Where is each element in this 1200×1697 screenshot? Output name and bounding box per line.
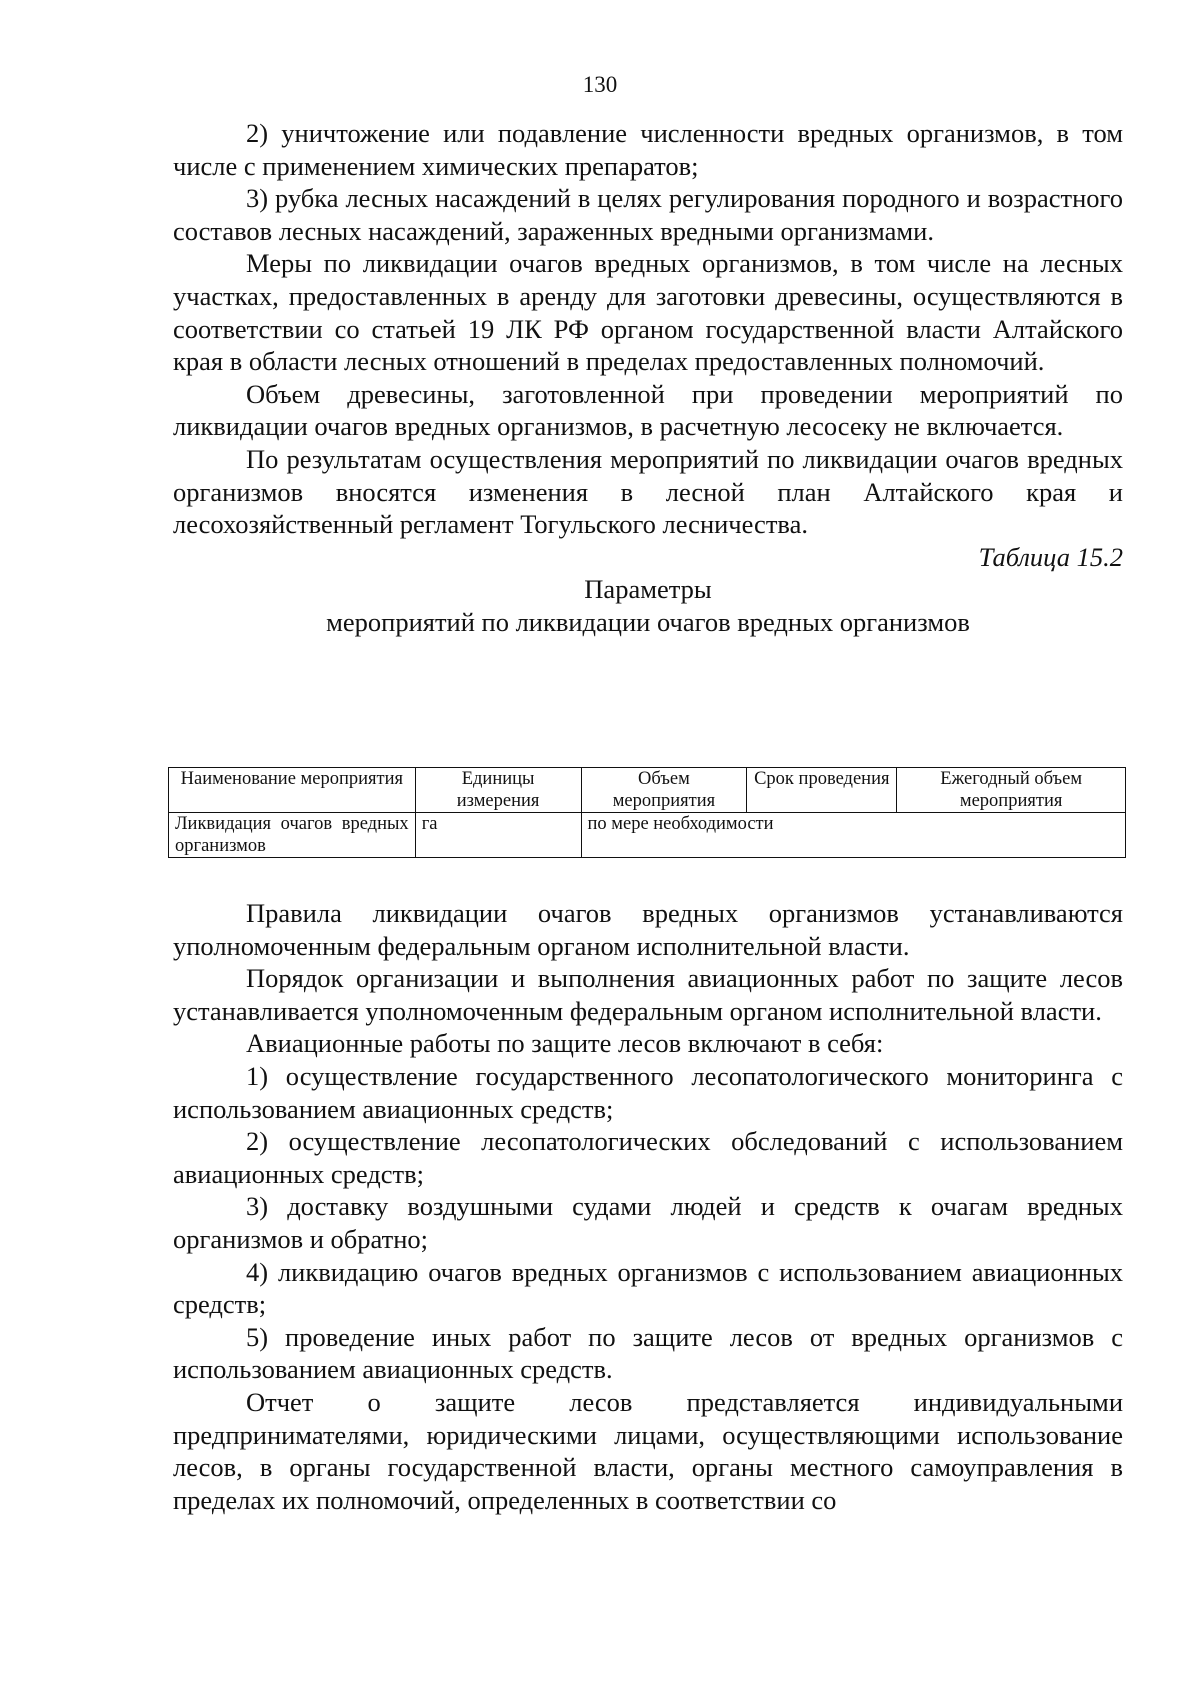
list-item: 3) доставку воздушными судами людей и средств к очагам вредных организмов и обратно; <box>173 1191 1123 1254</box>
paragraph: 3) рубка лесных насаждений в целях регулирования породного и возрастного составов лесных насаждений, зараженных вредными организмами. <box>173 183 1123 246</box>
table-row <box>169 813 1126 858</box>
cell-measure-name <box>169 813 416 858</box>
paragraph: Отчет о защите лесов представляется индивидуальными предпринимателями, юридическими лицами, осуществляющими использование лесов, в органы государственной власти, органы местного самоуправления в пределах их полномочий, определенных в соответствии со <box>173 1386 1123 1515</box>
top-text-block <box>173 117 1123 639</box>
paragraph: 2) уничтожение или подавление численности вредных организмов, в том числе с применением химических препаратов; <box>173 118 1123 181</box>
table-subtitle: мероприятий по ликвидации очагов вредных организмов <box>326 606 970 637</box>
header-cell-annual-volume: Ежегодный объем мероприятия <box>897 768 1126 813</box>
paragraph: Порядок организации и выполнения авиационных работ по защите лесов устанавливается уполномоченным федеральным органом исполнительной власти. <box>173 963 1123 1026</box>
paragraph: Правила ликвидации очагов вредных организмов устанавливаются уполномоченным федеральным органом исполнительной власти. <box>173 898 1123 961</box>
header-cell-volume: Объем мероприятия <box>581 768 747 813</box>
list-item: 5) проведение иных работ по защите лесов от вредных организмов с использованием авиационных средств. <box>173 1321 1123 1385</box>
parameters-table <box>168 767 1126 858</box>
header-cell-term: Срок проведения <box>747 768 897 813</box>
cell-text: Ликвидация очагов вредных организмов <box>175 814 409 856</box>
bottom-text-block <box>173 897 1123 1516</box>
paragraph: Объем древесины, заготовленной при проведении мероприятий по ликвидации очагов вредных организмов, в расчетную лесосеку не включается. <box>173 378 1123 442</box>
paragraph: Меры по ликвидации очагов вредных организмов, в том числе на лесных участках, предоставленных в аренду для заготовки древесины, осуществляются в соответствии со статьей 19 ЛК РФ органом государственной власти Алтайского края в области лесных отношений в пределах предоставленных полномочий. <box>173 248 1123 377</box>
table-header-row <box>169 768 1126 813</box>
table-title: Параметры <box>584 574 712 605</box>
paragraph: По результатам осуществления мероприятий по ликвидации очагов вредных организмов вносятся изменения в лесной план Алтайского края и лесохозяйственный регламент Тогульского лесничества. <box>173 443 1123 540</box>
list-item: 2) осуществление лесопатологических обследований с использованием авиационных средств; <box>173 1126 1123 1189</box>
paragraph: Авиационные работы по защите лесов включают в себя: <box>246 1028 884 1059</box>
list-item: 1) осуществление государственного лесопатологического мониторинга с использованием авиационных средств; <box>173 1060 1123 1124</box>
table-caption: Таблица 15.2 <box>978 541 1123 572</box>
header-cell-unit: Единицы измерения <box>415 768 581 813</box>
cell-volume: по мере необходимости <box>581 813 1126 858</box>
list-item: 4) ликвидацию очагов вредных организмов с использованием авиационных средств; <box>173 1256 1123 1320</box>
header-cell-name: Наименование мероприятия <box>169 768 416 813</box>
page-number: 130 <box>582 72 618 97</box>
cell-unit: га <box>415 813 581 858</box>
